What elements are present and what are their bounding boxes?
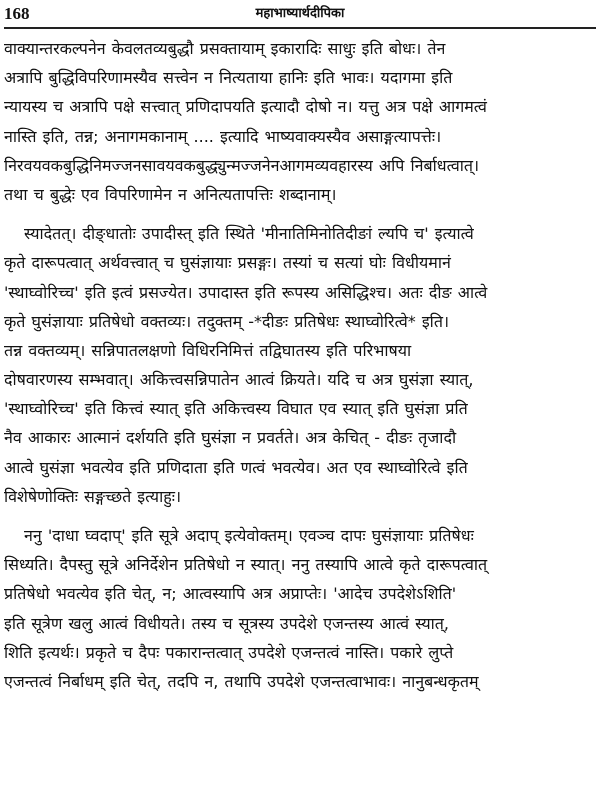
paragraph-3 [4, 521, 596, 696]
text-line: वाक्यान्तरकल्पनेन केवलतव्यबुद्धौ प्रसक्तायाम् इकारादिः साधुः इति बोधः। तेन [4, 39, 446, 58]
running-title: महाभाष्यार्थदीपिका [255, 6, 345, 21]
text-line: इति सूत्रेण खलु आत्वं विधीयते। तस्य च सूत्रस्य उपदेशे एजन्तस्य आत्वं स्यात्, [4, 613, 449, 633]
page-number: 168 [4, 4, 30, 23]
header-divider [4, 27, 596, 29]
text-line: स्यादेतत्। दीङ्धातोः उपादीस्त् इति स्थिते 'मीनातिमिनोतिदीङां ल्यपि च' इत्यात्वे [24, 224, 474, 244]
text-line: 'स्थाघ्वोरिच्च' इति कित्त्वं स्यात् इति अकित्त्वस्य विघात एव स्यात् इति घुसंज्ञा प्रति [4, 399, 468, 419]
page-header [4, 2, 596, 26]
text-line: एजन्तत्वं निर्बाधम् इति चेत्, तदपि न, तथापि उपदेशे एजन्तत्वाभावः। नानुबन्धकृतम् [4, 671, 479, 691]
text-line: तन्न वक्तव्यम्। सन्निपातलक्षणो विधिरनिमित्तं तद्विघातस्य इति परिभाषया [4, 340, 412, 360]
paragraph-2 [4, 219, 596, 511]
text-line: दोषवारणस्य सम्भवात्। अकित्त्वसन्निपातेन आत्वं क्रियते। यदि च अत्र घुसंज्ञा स्यात्, [4, 370, 474, 390]
text-line: निरवयवकबुद्धिनिमज्जनसावयवकबुद्ध्युन्मज्जनेनआगमव्यवहारस्य अपि निर्बाधत्वात्। [4, 155, 480, 175]
text-line: कृते दारूपत्वात् अर्थवत्त्वात् च घुसंज्ञायाः प्रसङ्गः। तस्यां च सत्यां घोः विधीयमानं [4, 253, 451, 273]
text-line: नास्ति इति, तन्न; अनागमकानाम् .... इत्यादि भाष्यवाक्यस्यैव असाङ्गत्यापत्तेः। [4, 126, 442, 146]
text-line: नैव आकारः आत्मानं दर्शयति इति घुसंज्ञा न प्रवर्तते। अत्र केचित् - दीङः तृजादौ [4, 428, 457, 448]
paragraph-spacer [4, 209, 596, 219]
text-line: तथा च बुद्धेः एव विपरिणामेन न अनित्यतापत्तिः शब्दानाम्। [4, 184, 337, 204]
text-line: ननु 'दाधा घ्वदाप्' इति सूत्रे अदाप् इत्येवोक्तम्। एवञ्च दापः घुसंज्ञायाः प्रतिषेधः [24, 526, 474, 545]
text-line: सिध्यति। दैपस्तु सूत्रे अनिर्देशेन प्रतिषेधो न स्यात्। ननु तस्यापि आत्वे कृते दारूपत्वात् [4, 555, 488, 575]
text-line: आत्वे घुसंज्ञा भवत्येव इति प्रणिदाता इति णत्वं भवत्येव। अत एव स्थाघ्वोरित्वे इति [4, 457, 468, 477]
text-line: शिति इत्यर्थः। प्रकृते च दैपः पकारान्तत्वात् उपदेशे एजन्तत्वं नास्ति। पकारे लुप्ते [4, 642, 454, 662]
text-line: 'स्थाघ्वोरिच्च' इति इत्वं प्रसज्येत। उपादास्त इति रूपस्य असिद्धिश्च। अतः दीङ आत्वे [4, 282, 488, 302]
text-line: अत्रापि बुद्धिविपरिणामस्यैव सत्त्वेन न नित्यताया हानिः इति भावः। यदागमा इति [4, 68, 453, 88]
text-line: कृते घुसंज्ञायाः प्रतिषेधो वक्तव्यः। तदुक्तम् -*दीङः प्रतिषेधः स्थाघ्वोरित्वे* इति। [4, 311, 450, 331]
text-line: प्रतिषेधो भवत्येव इति चेत्, न; आत्वस्यापि अत्र अप्राप्तेः। 'आदेच उपदेशेऽशिति' [4, 584, 457, 604]
text-line: विशेषेणोक्तिः सङ्गच्छते इत्याहुः। [4, 486, 182, 506]
paragraph-1 [4, 34, 596, 209]
text-line: न्यायस्य च अत्रापि पक्षे सत्त्वात् प्रणिदापयति इत्यादौ दोषो न। यत्तु अत्र पक्षे आगमत्वं [4, 97, 487, 117]
paragraph-spacer [4, 511, 596, 521]
body-text [4, 34, 596, 696]
